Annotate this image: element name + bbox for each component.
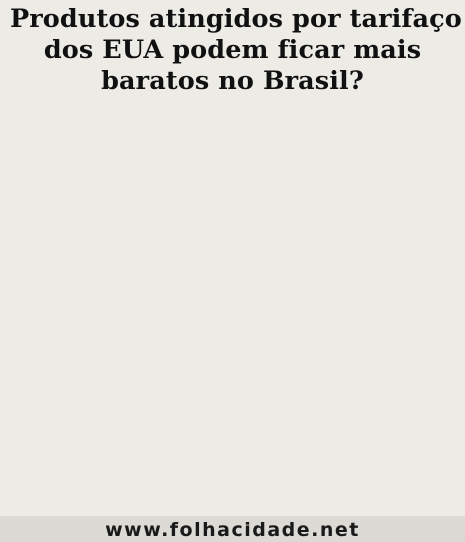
headline-line-1: Produtos atingidos por tarifaço: [10, 4, 462, 34]
headline-line-2: dos EUA podem ficar mais: [43, 35, 422, 65]
article-headline: [10, 4, 462, 97]
headline-line-3: baratos no Brasil?: [101, 66, 364, 96]
footer-band: [0, 516, 465, 542]
website-url: www.folhacidade.net: [105, 519, 360, 541]
